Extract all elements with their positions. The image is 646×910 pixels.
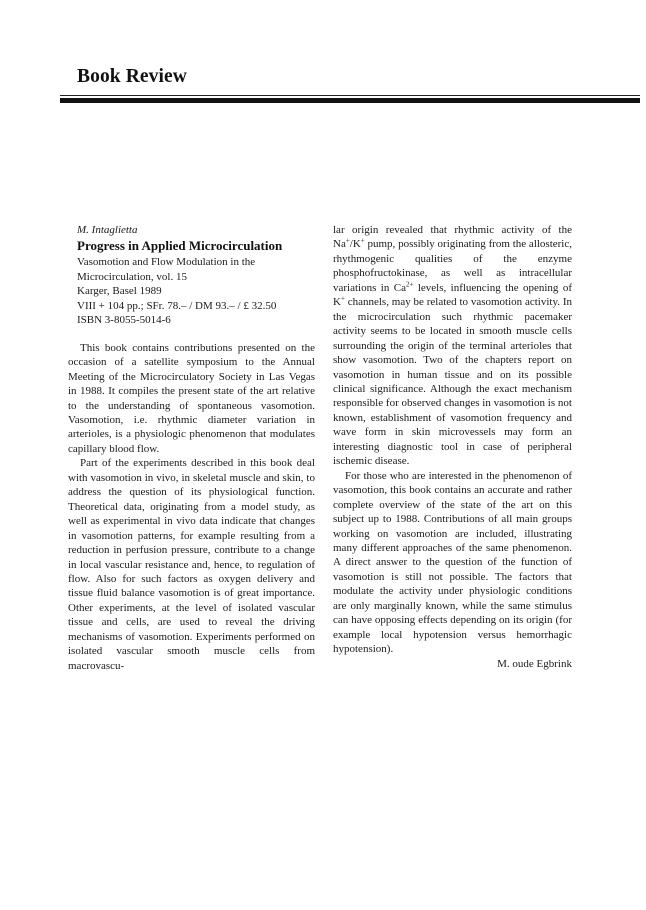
left-column [68, 223, 315, 673]
p3-text-b: /K [349, 238, 361, 251]
book-subtitle-line1: Vasomotion and Flow Modulation in the [77, 256, 256, 269]
p3-sup-3: 2+ [405, 280, 414, 289]
book-price: VIII + 104 pp.; SFr. 78.– / DM 93.– / £ 32.50 [77, 299, 277, 312]
right-column [333, 223, 572, 671]
book-title: Progress in Applied Microcirculation [77, 238, 283, 254]
reviewer-signature: M. oude Egbrink [497, 657, 572, 670]
review-body-left [68, 341, 315, 673]
section-title: Book Review [77, 66, 187, 87]
book-info [77, 223, 315, 328]
header-rule-thick [60, 98, 640, 103]
review-paragraph-4: For those who are interested in the phenomenon of vasomotion, this book contains an accurate and rather complete overview of the state of the art on this subject up to 1988. Contributions of all main groups working on vasomotion are included, illustrating many different approaches of the same phenomenon. A direct answer to the question of the function of vasomotion is still not possible. The factors that modulate the activity under physiologic conditions are only marginally known, while the same stimulus can have opposing effects depending on its origin (for example local hypotension versus hemorrhagic hypotension). [333, 469, 572, 656]
p3-text-d: levels, influencing the opening of K [333, 281, 572, 309]
p3-text-e: channels, may be related to vasomotion activity. In the microcirculation such rhythmic pacemaker activity seems to be located in smooth muscle cells surrounding the origin of the terminal arterioles that show vasomotion. Two of the chapters report on vasomotion in human tissue and on its possible clinical significance. Although the exact mechanism responsible for observed changes in vasomotion is not known, establishment of vasomotion frequency and wave form in skin microvessels may form an interesting diagnostic tool in case of peripheral ischemic disease. [333, 296, 572, 468]
book-isbn: ISBN 3-8055-5014-6 [77, 314, 171, 327]
review-paragraph-1: This book contains contributions presented on the occasion of a satellite symposium to the Annual Meeting of the Microcirculatory Society in Las Vegas in 1988. It compiles the present state of the art relative to the understanding of spontaneous vasomotion. Vasomotion, i.e. rhythmic diameter variation in arterioles, is a physiologic phenomenon that modulates capillary blood flow. [68, 341, 315, 455]
book-author: M. Intaglietta [77, 224, 138, 236]
p3-sup-1: + [345, 236, 350, 245]
review-paragraph-2: Part of the experiments described in this book deal with vasomotion in vivo, in skeletal muscle and skin, to address the question of its physiological function. Theoretical data, originating from a model study, as well as experimental in vivo data indicate that changes in vasomotion patterns, for example resulting from a reduction in perfusion pressure, contribute to a change in local vascular resistance and, hence, to regulation of flow. Also for such factors as oxygen delivery and tissue fluid balance vasomotion is of great importance. Other experiments, at the level of isolated vascular tissue and cells, are used to reveal the driving mechanisms of vasomotion. Experiments performed on isolated vascular smooth muscle cells from macrovascu- [68, 457, 315, 672]
review-paragraph-3 [333, 223, 572, 469]
p3-text-c: pump, possibly originating from the allosteric, rhythmogenic qualities of the enzyme phosphofructokinase, as well as intracellular variations in Ca [333, 238, 572, 294]
p3-sup-2: + [360, 236, 365, 245]
book-subtitle-line2: Microcirculation, vol. 15 [77, 270, 187, 283]
header-rule-thin [60, 95, 640, 96]
p3-text-a: lar origin revealed that rhythmic activity of the Na [333, 224, 572, 251]
book-publisher: Karger, Basel 1989 [77, 285, 162, 298]
p3-sup-4: + [340, 294, 345, 303]
